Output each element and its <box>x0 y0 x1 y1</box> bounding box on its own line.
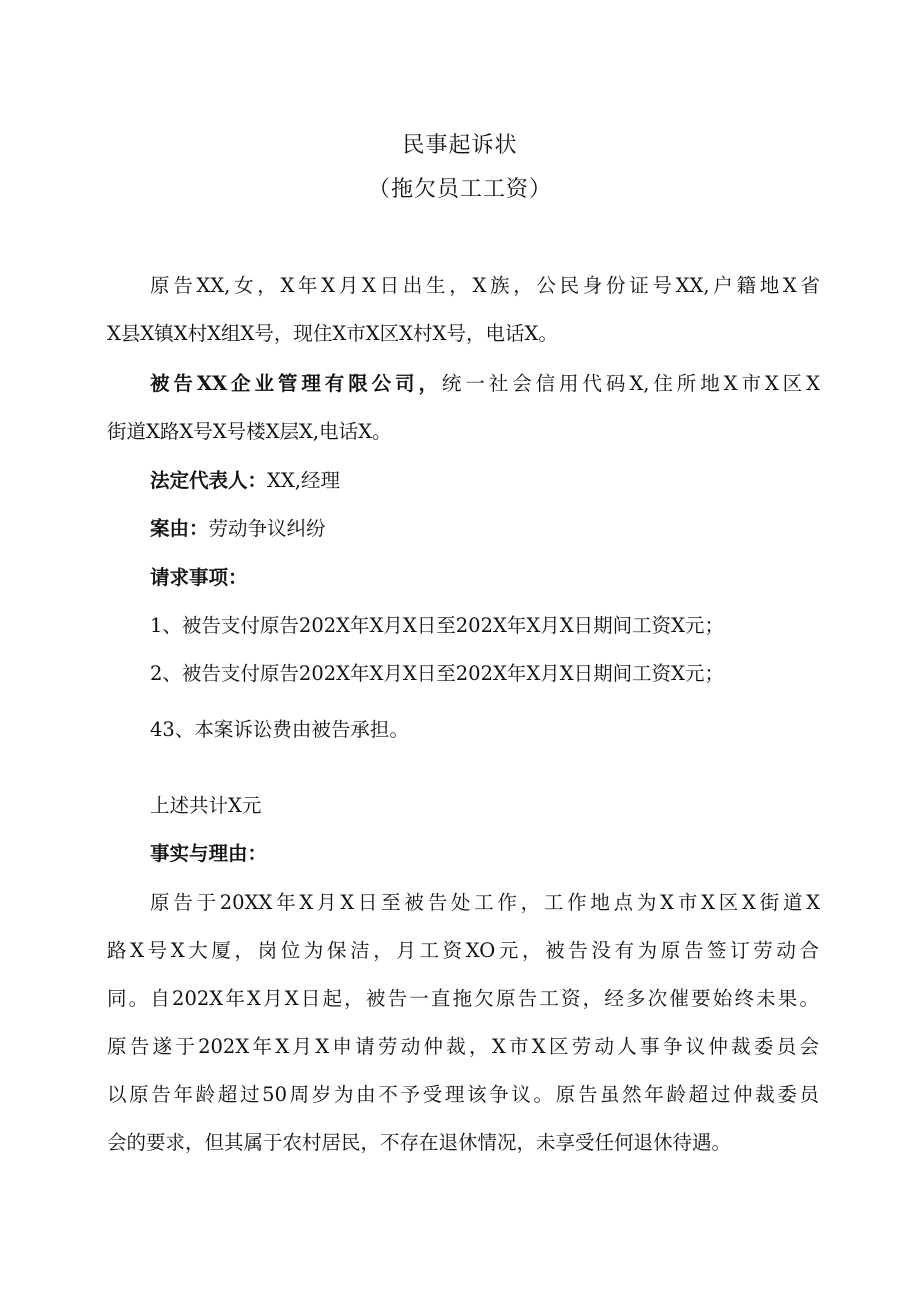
claim-item: 2、被告支付原告202X年X月X日至202X年X月X日期间工资X元； <box>150 662 725 685</box>
case-cause-value: 劳动争议纠纷 <box>208 517 326 540</box>
case-cause-label: 案由： <box>150 517 209 540</box>
legal-rep-value: XX,经理 <box>267 469 340 492</box>
claims-heading: 请求事项： <box>150 566 248 589</box>
facts-heading: 事实与理由： <box>150 842 268 865</box>
claim-item: 1、被告支付原告202X年X月X日至202X年X月X日期间工资X元； <box>150 614 725 637</box>
facts-line: 以原告年龄超过50周岁为由不予受理该争议。原告虽然年龄超过仲裁委员 <box>107 1083 819 1106</box>
case-cause <box>150 515 820 543</box>
facts-line: 原告遂于202X年X月X申请劳动仲裁，X市X区劳动人事争议仲裁委员会 <box>107 1035 819 1058</box>
claim-item: 43、本案诉讼费由被告承担。 <box>150 718 409 741</box>
facts-line: 路X号X大厦，岗位为保洁，月工资XO元，被告没有为原告签订劳动合 <box>107 939 819 962</box>
legal-rep <box>150 467 820 495</box>
document-subtitle: （拖欠员工工资） <box>367 177 552 202</box>
facts-line: 会的要求，但其属于农村居民，不存在退休情况，未享受任何退休待遇。 <box>107 1131 732 1154</box>
legal-rep-label: 法定代表人： <box>150 469 268 492</box>
defendant-line-1-rest: 统一社会信用代码X,住所地X市X区X <box>441 372 820 395</box>
plaintiff-line-1: 原告XX,女，X年X月X日出生，X族，公民身份证号XX,户籍地X省 <box>150 274 820 297</box>
defendant-name: 被告XX企业管理有限公司， <box>150 372 442 395</box>
defendant-line-1 <box>150 370 820 398</box>
facts-line: 同。自202X年X月X日起，被告一直拖欠原告工资，经多次催要始终未果。 <box>107 987 819 1010</box>
defendant-line-2: 街道X路X号X号楼X层X,电话X。 <box>107 420 392 443</box>
facts-line: 原告于20XX年X月X日至被告处工作，工作地点为X市X区X街道X <box>150 891 820 914</box>
plaintiff-line-2: X县X镇X村X组X号，现住X市X区X村X号，电话X。 <box>107 322 558 345</box>
total-amount: 上述共计X元 <box>150 794 262 817</box>
document-title: 民事起诉状 <box>402 133 518 158</box>
